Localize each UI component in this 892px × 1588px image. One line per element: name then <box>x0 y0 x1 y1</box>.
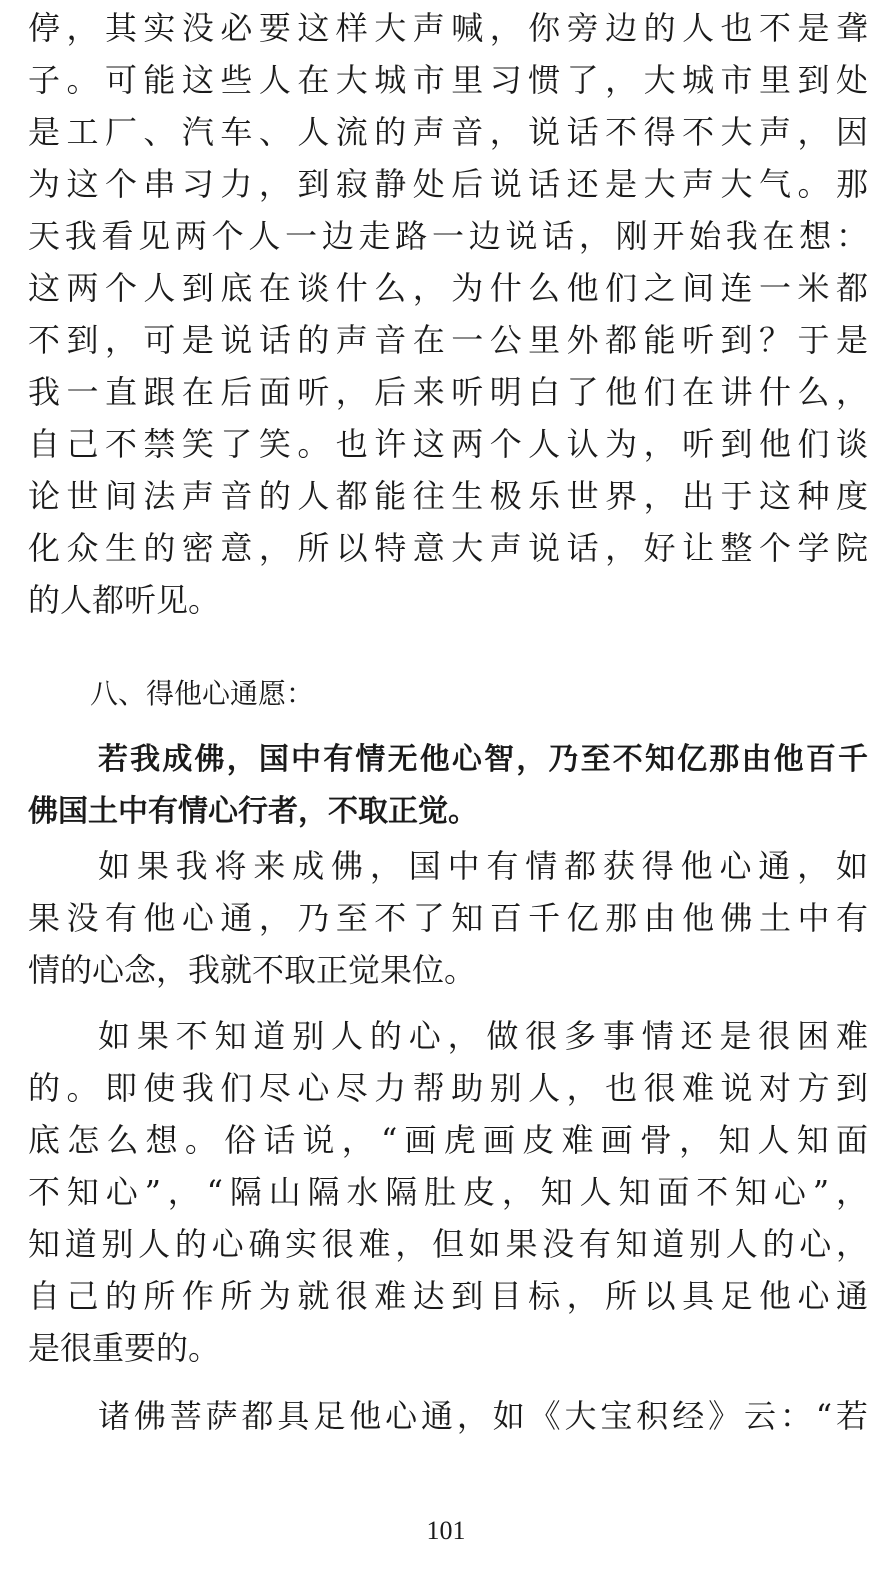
text-line: 若我成佛，国中有情无他心智，乃至不知亿那由他百千 <box>98 742 868 777</box>
vow-quote <box>28 734 868 838</box>
text-line: 自己的所作所为就很难达到目标，所以具足他心通 <box>28 1277 868 1315</box>
text-line: 佛国土中有情心行者，不取正觉。 <box>28 794 478 829</box>
page-number: 101 <box>426 1516 466 1545</box>
text-line: 为这个串习力，到寂静处后说话还是大声大气。那 <box>28 165 868 203</box>
text-line: 这两个人到底在谈什么，为什么他们之间连一米都 <box>28 269 868 307</box>
text-line: 是很重要的。 <box>28 1329 221 1367</box>
text-line: 论世间法声音的人都能往生极乐世界，出于这种度 <box>28 477 868 515</box>
text-line: 底怎么想。俗话说，“画虎画皮难画骨，知人知面 <box>28 1121 868 1159</box>
text-line: 情的心念，我就不取正觉果位。 <box>28 951 477 989</box>
section-heading <box>28 668 868 720</box>
text-line: 的人都听见。 <box>28 581 221 619</box>
text-line: 诸佛菩萨都具足他心通，如《大宝积经》云：“若 <box>98 1397 868 1435</box>
text-line: 如果我将来成佛，国中有情都获得他心通，如 <box>98 847 868 885</box>
text-line: 子。可能这些人在大城市里习惯了，大城市里到处 <box>28 61 868 99</box>
text-line: 停，其实没必要这样大声喊，你旁边的人也不是聋 <box>28 9 868 47</box>
text-line: 化众生的密意，所以特意大声说话，好让整个学院 <box>28 529 868 567</box>
text-line: 天我看见两个人一边走路一边说话，刚开始我在想： <box>28 217 868 255</box>
text-line: 我一直跟在后面听，后来听明白了他们在讲什么， <box>28 373 868 411</box>
paragraph <box>28 1390 868 1442</box>
paragraph <box>28 1010 868 1374</box>
text-line: 是工厂、汽车、人流的声音，说话不得不大声，因 <box>28 113 868 151</box>
heading-text: 八、得他心通愿： <box>90 677 315 710</box>
text-line: 的。即使我们尽心尽力帮助别人，也很难说对方到 <box>28 1069 868 1107</box>
text-line: 自己不禁笑了笑。也许这两个人认为，听到他们谈 <box>28 425 868 463</box>
text-line: 知道别人的心确实很难，但如果没有知道别人的心， <box>28 1225 868 1263</box>
paragraph-continued <box>28 2 868 626</box>
paragraph <box>28 840 868 996</box>
text-line: 如果不知道别人的心，做很多事情还是很困难 <box>98 1017 868 1055</box>
text-line: 不到，可是说话的声音在一公里外都能听到？于是 <box>28 321 868 359</box>
text-line: 不知心”，“隔山隔水隔肚皮，知人知面不知心”， <box>28 1173 868 1211</box>
text-line: 果没有他心通，乃至不了知百千亿那由他佛土中有 <box>28 899 868 937</box>
